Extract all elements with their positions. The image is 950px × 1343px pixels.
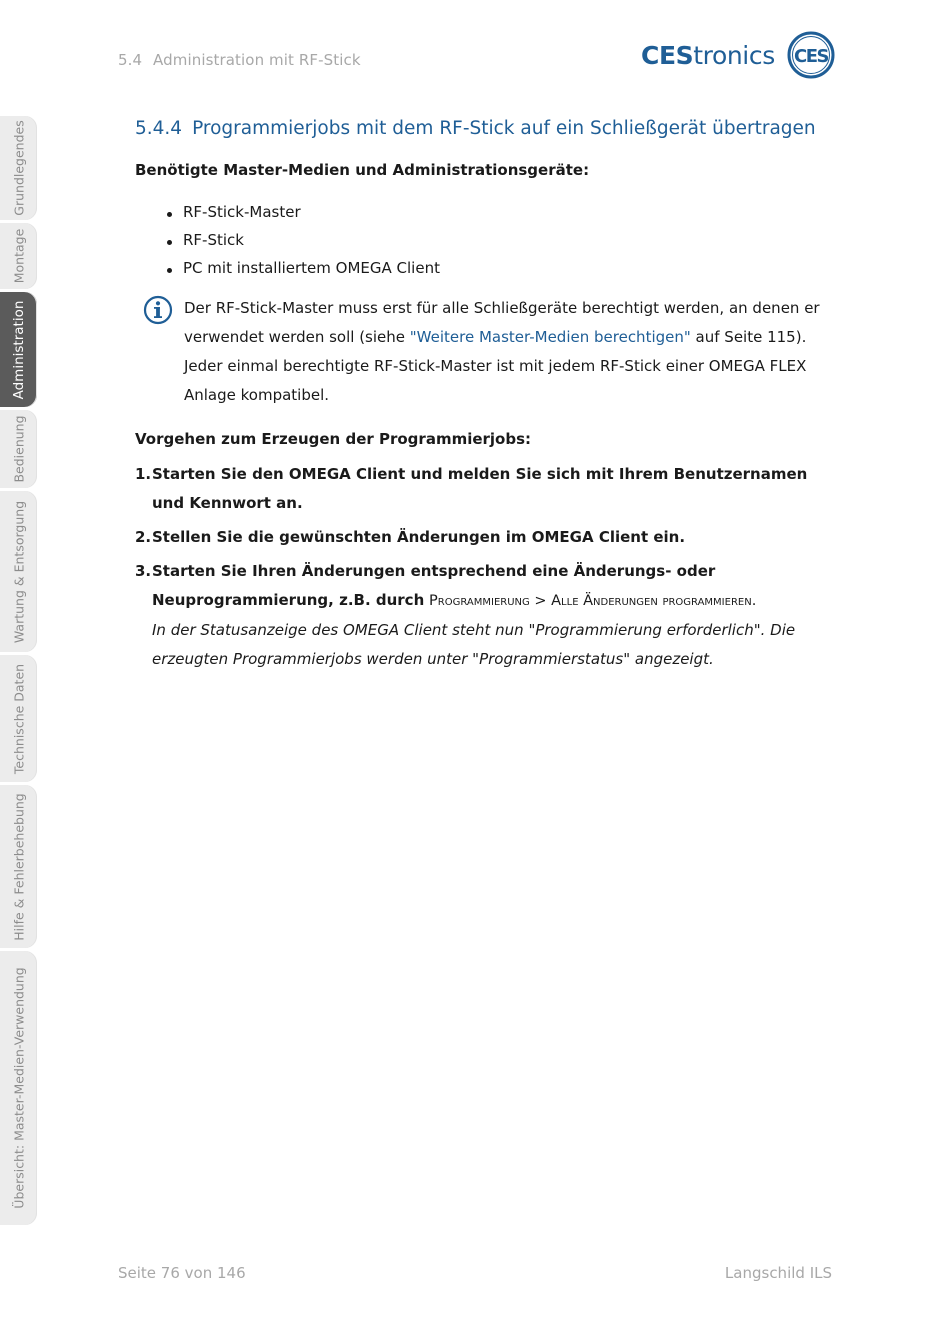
- running-head-section-number: 5.4: [118, 51, 143, 69]
- step-number: 1.: [135, 465, 152, 483]
- step-text: Starten Sie den OMEGA Client und melden Sie sich mit Ihrem Benutzernamen und Kennwort an.: [152, 465, 808, 512]
- procedure-step: [135, 460, 825, 518]
- section-heading: [135, 118, 816, 139]
- procedure-step: [135, 523, 825, 552]
- section-heading-text: Programmierjobs mit dem RF-Stick auf ein Schließgerät übertragen: [192, 118, 816, 139]
- side-tab-bedienung[interactable]: [0, 410, 37, 488]
- side-tab-label: Bedienung: [11, 415, 26, 483]
- procedure-steps: [135, 460, 825, 679]
- side-tab-master-medien-verwendung[interactable]: [0, 951, 37, 1225]
- list-item: RF-Stick: [163, 228, 440, 256]
- info-note: [184, 294, 824, 410]
- running-head-section-title: Administration mit RF-Stick: [153, 51, 361, 69]
- logo-seal-text: CES: [793, 46, 828, 67]
- procedure-heading: Vorgehen zum Erzeugen der Programmierjobs:: [135, 430, 532, 448]
- product-name: Langschild ILS: [724, 1264, 832, 1282]
- brand-logo: [641, 30, 835, 80]
- step-text: Stellen Sie die gewünschten Änderungen im OMEGA Client ein.: [152, 528, 686, 546]
- menu-path: Programmierung > Alle Änderungen programmieren.: [429, 593, 757, 609]
- side-tab-administration[interactable]: [0, 292, 37, 407]
- side-tab-grundlegendes[interactable]: [0, 116, 37, 220]
- side-tab-label: Wartung & Entsorgung: [11, 500, 26, 643]
- side-tab-hilfe-fehlerbehebung[interactable]: [0, 785, 37, 948]
- list-item: RF-Stick-Master: [163, 200, 440, 228]
- required-media-list: [163, 200, 440, 284]
- step-text: Starten Sie Ihren Änderungen entsprechend eine Änderungs- oder Neuprogrammierung, z.B. durch: [152, 562, 716, 609]
- side-tab-label: Übersicht: Master-Medien-Verwendung: [11, 967, 26, 1209]
- running-head: [118, 51, 361, 69]
- info-icon: [143, 295, 173, 325]
- logo-wordmark-bold: CES: [641, 40, 694, 70]
- section-heading-number: 5.4.4: [135, 118, 183, 139]
- procedure-step: [135, 557, 825, 674]
- side-tab-technische-daten[interactable]: [0, 655, 37, 782]
- side-tab-label: Administration: [10, 300, 27, 399]
- required-media-heading: Benötigte Master-Medien und Administrationsgeräte:: [135, 161, 590, 179]
- step-result: In der Statusanzeige des OMEGA Client steht nun "Programmierung erforderlich". Die erzeugten Programmierjobs werden unter "Programmierstatus" angezeigt.: [152, 621, 796, 668]
- side-tab-label: Technische Daten: [11, 663, 26, 774]
- step-number: 2.: [135, 528, 152, 546]
- side-tab-label: Montage: [11, 228, 26, 284]
- side-tab-montage[interactable]: [0, 223, 37, 289]
- list-item: PC mit installiertem OMEGA Client: [163, 256, 440, 284]
- cross-reference-link[interactable]: "Weitere Master-Medien berechtigen": [409, 328, 691, 346]
- page-number: Seite 76 von 146: [118, 1264, 246, 1282]
- side-tab-label: Hilfe & Fehlerbehebung: [11, 792, 26, 941]
- side-tab-label: Grundlegendes: [11, 120, 26, 216]
- info-note-text-before: Der RF-Stick-Master muss erst für alle Schließgeräte berechtigt werden, an denen er verwendet werden soll (siehe: [184, 299, 820, 346]
- logo-wordmark: [641, 41, 775, 70]
- step-number: 3.: [135, 562, 152, 580]
- info-note-text-after: auf Seite 115). Jeder einmal berechtigte RF-Stick-Master ist mit jedem RF-Stick einer OMEGA FLEX Anlage kompatibel.: [184, 328, 807, 404]
- side-tab-wartung-entsorgung[interactable]: [0, 491, 37, 652]
- logo-wordmark-light: tronics: [693, 40, 775, 70]
- logo-seal-icon: [787, 31, 835, 79]
